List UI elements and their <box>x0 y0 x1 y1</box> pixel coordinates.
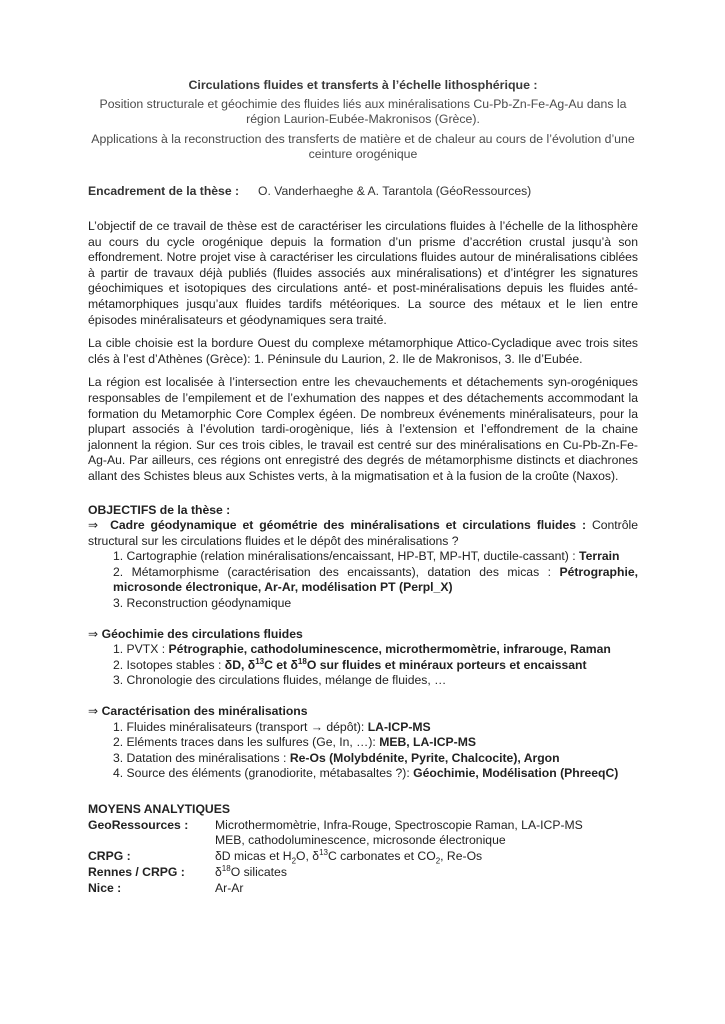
document-subtitle-1: Position structurale et géochimie des fluides liés aux minéralisations Cu-Pb-Zn-Fe-Ag-Au dans la région Laurion-Eubée-Makronisos (Grèce). <box>99 97 627 126</box>
objectif-2 <box>88 627 638 643</box>
paragraph-cible: La cible choisie est la bordure Ouest du complexe métamorphique Attico-Cycladique avec trois sites clés à l’est d’Athènes (Grèce): 1. Péninsule du Laurion, 2. Ile de Makronisos, 3. Ile d’Eubée. <box>88 336 638 366</box>
encadrement-line <box>88 184 638 199</box>
moyens-row-georessources: GeoRessources : Microthermomètrie, Infra-Rouge, Spectroscopie Raman, LA-ICP-MS MEB, cathodoluminescence, microsonde électronique <box>88 817 583 848</box>
objectif-2-item-3: 3. Chronologie des circulations fluides, mélange de fluides, … <box>113 673 447 688</box>
objectif-3 <box>88 704 638 720</box>
objectif-3-item-3: 3. Datation des minéralisations : Re-Os (Molybdénite, Pyrite, Chalcocite), Argon <box>113 750 560 765</box>
objectif-1 <box>88 518 638 549</box>
objectif-2-item-1: 1. PVTX : Pétrographie, cathodoluminescence, microthermomètrie, infrarouge, Raman <box>113 642 611 657</box>
objectif-3-head: Caractérisation des minéralisations <box>101 704 308 719</box>
objectifs-section <box>88 503 638 783</box>
objectif-1-head: Cadre géodynamique et géométrie des minéralisations et circulations fluides : <box>110 518 586 533</box>
arrow-icon: ⇒ <box>88 518 99 533</box>
objectif-1-tail: Contrôle structural sur les circulations fluides et le dépôt des minéralisations ? <box>88 518 639 548</box>
arrow-icon: ⇒ <box>88 626 99 641</box>
objectifs-title: OBJECTIFS de la thèse : <box>88 502 231 517</box>
document-title: Circulations fluides et transferts à l’échelle lithosphérique : <box>188 78 538 92</box>
moyens-title: MOYENS ANALYTIQUES <box>88 802 230 816</box>
objectif-3-item-1: 1. Fluides minéralisateurs (transport → dépôt): LA-ICP-MS <box>113 719 431 734</box>
objectif-1-item-1: 1. Cartographie (relation minéralisations/encaissant, HP-BT, MP-HT, ductile-cassant) : Terrain <box>113 549 620 564</box>
objectif-2-item-2: 2. Isotopes stables : δD, $\delta^{13}C$ et $\delta^{18}O$ sur fluides et minéraux porteurs et encaissant <box>113 656 587 672</box>
moyens-row-nice: Nice : Ar-Ar <box>88 880 244 895</box>
paragraph-region: La région est localisée à l’intersection entre les chevauchements et détachements syn-orogéniques responsables de l’empilement et de l’exhumation des nappes et des détachements accommodant la formation du Metamorphic Core Complex égéen. De nombreux événements minéralisateurs, pour la plupart associés à l’évolution tardi-orogènique, liés à l’extension et l’effondrement de la chaine jalonnent la région. Sur ces trois cibles, le travail est centré sur des minéralisations en Cu-Pb-Zn-Fe-Ag-Au. Par ailleurs, ces régions ont enregistré des degrés de métamorphisme distincts et diachrones allant des Schistes bleus aux Schistes verts, à la migmatisation et à la fusion de la croûte (Naxos). <box>88 375 638 483</box>
encadrement-label: Encadrement de la thèse : <box>88 184 240 198</box>
paragraph-objectif: L’objectif de ce travail de thèse est de caractériser les circulations fluides à l’échelle de la lithosphère au cours du cycle orogénique depuis la formation d’un prisme d’accrétion crustal jusqu’à son effondrement. Notre projet vise à caractériser les circulations fluides autour de minéralisations ciblées à partir de travaux déjà publiés (fluides associés aux minéralisations) et d’intégrer les signatures géochimiques et isotopiques des circulations anté- et post-minéralisations depuis les fluides anté-métamorphiques jusqu’aux fluides tardifs météoriques. La source des métaux et le lien entre épisodes minéralisateurs et géodynamiques sera traité. <box>88 219 638 327</box>
right-arrow-icon: → <box>310 719 323 734</box>
arrow-icon: ⇒ <box>88 704 99 719</box>
moyens-row-crpg: CRPG : δD micas et $H_2O$, $\delta^{13}C$ carbonates et $CO_2$, Re-Os <box>88 848 483 866</box>
objectif-3-item-4: 4. Source des éléments (granodiorite, métabasaltes ?): Géochimie, Modélisation (PhreeqC) <box>113 766 619 781</box>
moyens-row-rennes: Rennes / CRPG : $\delta^{18}O$ silicates <box>88 863 287 879</box>
encadrement-value: O. Vanderhaeghe & A. Tarantola (GéoRessources) <box>258 184 532 198</box>
document-subtitle-2: Applications à la reconstruction des transferts de matière et de chaleur au cours de l’évolution d’une ceinture orogénique <box>91 132 635 161</box>
document-page <box>88 78 638 897</box>
objectif-3-item-2: 2. Eléments traces dans les sulfures (Ge, In, …): MEB, LA-ICP-MS <box>113 735 477 750</box>
objectif-1-item-2: 2. Métamorphisme (caractérisation des encaissants), datation des micas : Pétrographie, microsonde électronique, Ar-Ar, modélisation PT (Perpl_X) <box>113 564 638 595</box>
objectif-1-item-3: 3. Reconstruction géodynamique <box>113 596 292 611</box>
objectif-2-head: Géochimie des circulations fluides <box>101 626 303 641</box>
